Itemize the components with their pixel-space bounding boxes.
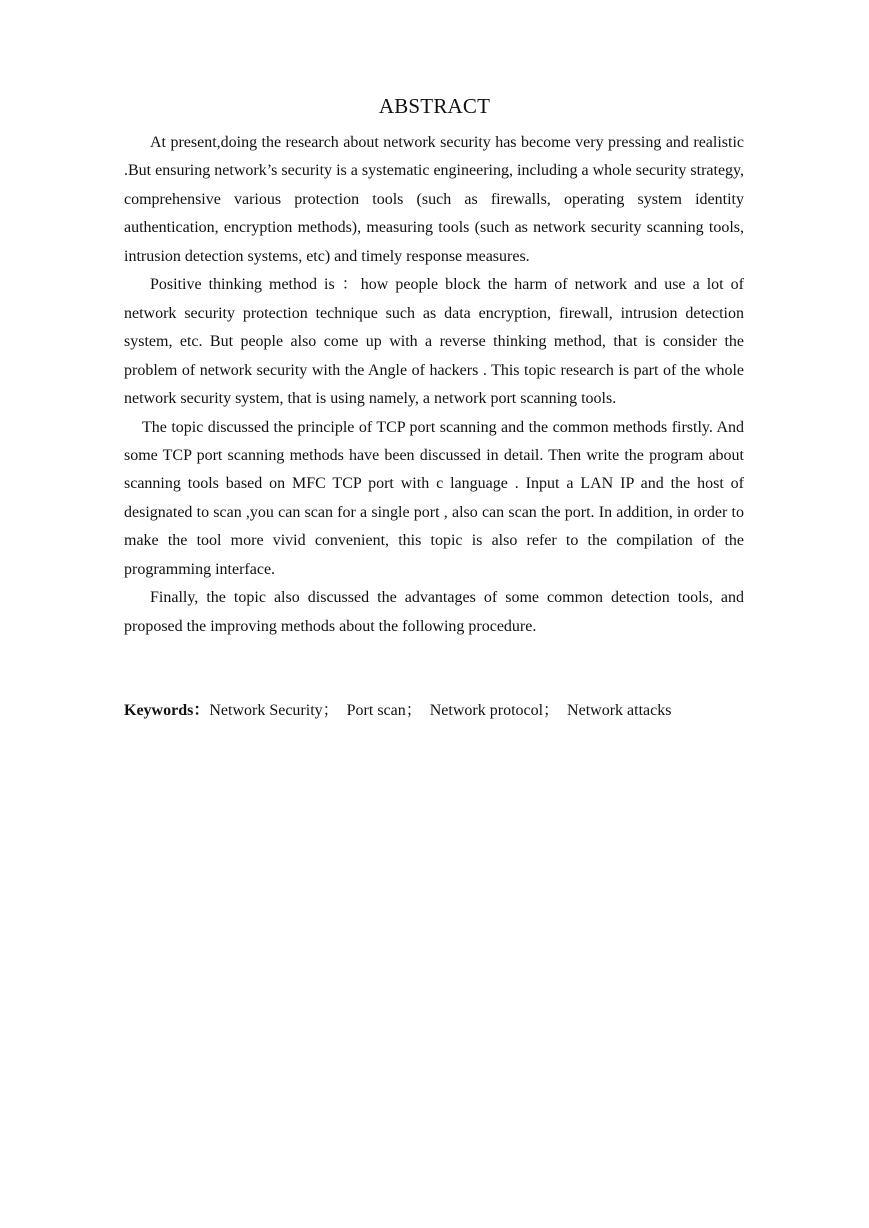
keywords-label: Keywords： [124, 702, 210, 719]
abstract-paragraph-2: Positive thinking method is ：how people block the harm of network and use a lot of network security protection technique such as data encryption, firewall, intrusion detection system, etc. But people also come up with a reverse thinking method, that is consider the problem of network security with the Angle of hackers . This topic research is part of the whole network security system, that is using namely, a network port scanning tools. [124, 276, 744, 408]
abstract-paragraph-3: The topic discussed the principle of TCP port scanning and the common methods firstly. And some TCP port scanning methods have been discussed in detail. Then write the program about scanning tools based on MFC TCP port with c language . Input a LAN IP and the host of designated to scan ,you can scan for a single port , also can scan the port. In addition, in order to make the tool more vivid convenient, this topic is also refer to the compilation of the programming interface. [124, 418, 744, 578]
keywords-line [124, 698, 764, 724]
keywords-text: Network Security； Port scan； Network protocol； Network attacks [209, 702, 672, 719]
abstract-body [124, 129, 744, 641]
abstract-paragraph-1: At present,doing the research about network security has become very pressing and realistic .But ensuring network’s security is a systematic engineering, including a whole security strategy, comprehensive various protection tools (such as firewalls, operating system identity authentication, encryption methods), measuring tools (such as network security scanning tools, intrusion detection systems, etc) and timely response measures. [124, 134, 744, 265]
abstract-title: ABSTRACT [378, 94, 491, 118]
abstract-paragraph-4: Finally, the topic also discussed the advantages of some common detection tools, and proposed the improving methods about the following procedure. [124, 589, 744, 635]
